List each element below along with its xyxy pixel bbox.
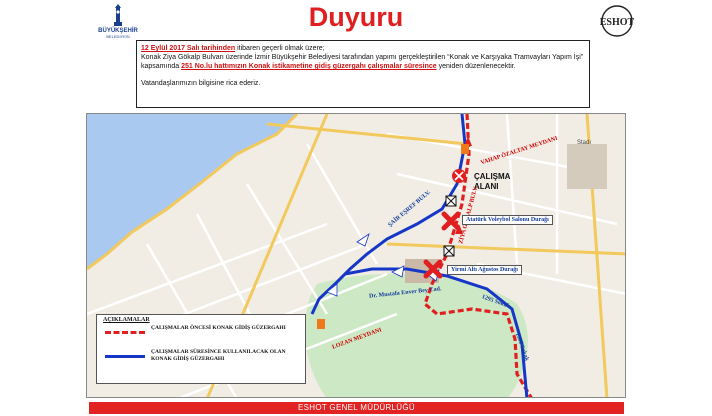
legend-item-before: ÇALIŞMALAR ÖNCESİ KONAK GİDİŞ GÜZERGAHI xyxy=(103,325,299,347)
vahap-ozaltay-square-label: VAHAP ÖZALTAY MEYDANI xyxy=(480,135,559,167)
info-marker-bottom xyxy=(317,319,325,329)
notice-body xyxy=(141,53,585,71)
notice-date-rest: itibaren geçerli olmak üzere; xyxy=(235,45,325,52)
header xyxy=(0,0,712,40)
legend-title: AÇIKLAMALAR xyxy=(103,317,150,323)
mustafa-enver-street-label: Dr. Mustafa Enver Bey Cad. xyxy=(368,286,442,300)
legend-red-line xyxy=(105,331,145,334)
logo-brand-subtext: BELEDİYESİ xyxy=(106,34,130,39)
notice-body-highlight: 251 No.lu hattımızın Konak istikametine gidiş güzergahı çalışmalar süresince xyxy=(181,63,437,70)
eshot-logo xyxy=(600,4,634,38)
notice-date: 12 Eylül 2017 Salı tarihinden xyxy=(141,45,236,52)
lozan-square-label: LOZAN MEYDANI xyxy=(331,327,383,351)
stop-ataturk-voleybol: Atatürk Voleybol Salonu Durağı xyxy=(462,215,553,225)
legend-item-during: ÇALIŞMALAR SÜRESİNCE KULLANILACAK OLAN KONAK GİDİŞ GÜZERGAHI xyxy=(103,349,299,371)
page-title: Duyuru xyxy=(308,2,404,32)
footer-bar: ESHOT GENEL MÜDÜRLÜĞÜ xyxy=(89,402,624,414)
notice-date-line xyxy=(141,44,585,53)
street-1396-label: 1396 Sokak xyxy=(513,332,530,362)
street-1295-label: 1295 Sokak xyxy=(480,294,511,310)
ziya-gokalp-street-label: ZİYA BULV. xyxy=(458,185,480,245)
work-area-label: ÇALIŞMA ALANI xyxy=(474,172,511,191)
notice-closing: Vatandaşlarımızın bilgisine rica ederiz. xyxy=(141,80,261,87)
legend-blue-line xyxy=(105,355,145,358)
route-map xyxy=(86,113,626,398)
logo-brand-text: BÜYÜKŞEHİR xyxy=(98,28,138,34)
stop-yirmi-alti-agustos: Yirmi Altı Ağustos Durağı xyxy=(447,265,522,275)
notice-body-part1: Konak Ziya Gökalp Bulvarı üzerinde İzmir Büyükşehir Belediyesi tarafından yapımı gerçekleştirilen “Konak ve Karşıyaka Tramvayları Yapım İşi” kapsamında xyxy=(141,54,584,70)
eshot-logo-text: ESHOT xyxy=(600,17,634,28)
map-legend xyxy=(96,314,306,384)
info-marker-top xyxy=(461,144,469,154)
stadium-label: Stadı xyxy=(577,140,592,146)
sair-esref-street-label: ŞAİR EŞREF BULV. xyxy=(387,189,433,229)
eshot-logo-icon xyxy=(600,4,634,38)
notice-box xyxy=(136,40,590,108)
notice-body-part2: yeniden düzenlenecektir. xyxy=(436,63,516,70)
